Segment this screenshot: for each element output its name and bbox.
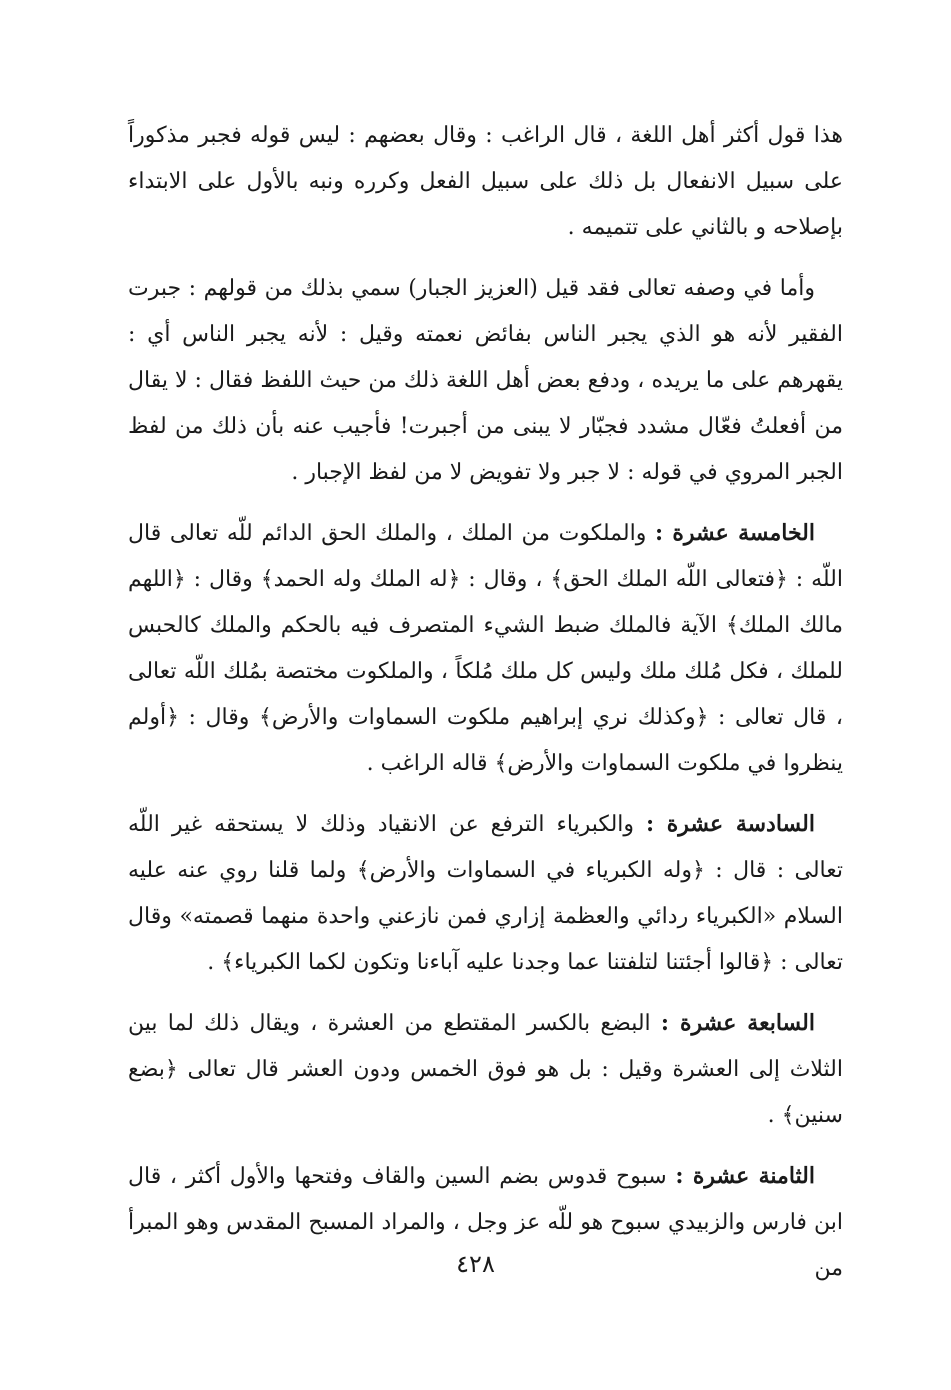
section-heading-18: الثامنة عشرة : [675, 1163, 815, 1189]
paragraph-1 [128, 112, 843, 251]
paragraph-17th-meaning [128, 1000, 843, 1139]
section-heading-16: السادسة عشرة : [646, 811, 815, 837]
paragraph-18-text: سبوح قدوس بضم السين والقاف وفتحها والأول أكثر ، قال ابن فارس والزبيدي سبوح هو للّه عز وجل ، والمراد المسبح المقدس وهو المبرأ من [128, 1164, 844, 1281]
paragraph-2 [128, 265, 843, 496]
paragraph-17-text: البضع بالكسر المقتطع من العشرة ، ويقال ذلك لما بين الثلاث إلى العشرة وقيل : بل هو فوق الخمس ودون العشر قال تعالى ﴿بضع سنين﴾ . [128, 1011, 843, 1128]
paragraph-16-text: والكبرياء الترفع عن الانقياد وذلك لا يستحقه غير اللّه تعالى : قال : ﴿وله الكبرياء في السماوات والأرض﴾ ولما قلنا روي عنه عليه السلام «الكبرياء ردائي والعظمة إزاري فمن نازعني واحدة منهما قصمته» وقال تعالى : ﴿قالوا أجئتنا لتلفتنا عما وجدنا عليه آباءنا وتكون لكما الكبرياء﴾ . [128, 812, 843, 975]
paragraph-1-text: هذا قول أكثر أهل اللغة ، قال الراغب : وقال بعضهم : ليس قوله فجبر مذكوراً على سبيل الانفعال بل ذلك على سبيل الفعل وكرره ونبه بالأول على الابتداء بإصلاحه و بالثاني على تتميمه . [128, 123, 843, 240]
page-body [128, 112, 843, 1306]
section-heading-15: الخامسة عشرة : [654, 520, 815, 546]
paragraph-16th-meaning [128, 801, 843, 986]
paragraph-15-text: والملكوت من الملك ، والملك الحق الدائم للّه تعالى قال اللّه : ﴿فتعالى اللّه الملك الحق﴾ ، وقال : ﴿له الملك وله الحمد﴾ وقال : ﴿اللهم مالك الملك﴾ الآية فالملك ضبط الشيء المتصرف فيه بالحكم والملك كالحبس للملك ، فكل مُلك ملك وليس كل ملك مُلكاً ، والملكوت مختصة بمُلك اللّه تعالى ، قال تعالى : ﴿وكذلك نري إبراهيم ملكوت السماوات والأرض﴾ وقال : ﴿أولم ينظروا في ملكوت السماوات والأرض﴾ قاله الراغب . [128, 521, 843, 776]
page-number: ٤٢٨ [456, 1250, 495, 1278]
section-heading-17: السابعة عشرة : [660, 1010, 815, 1036]
paragraph-15th-meaning [128, 510, 843, 787]
paragraph-2-text: وأما في وصفه تعالى فقد قيل (العزيز الجبار) سمي بذلك من قولهم : جبرت الفقير لأنه هو الذي يجبر الناس بفائض نعمته وقيل : لأنه يجبر الناس أي : يقهرهم على ما يريده ، ودفع بعض أهل اللغة ذلك من حيث اللفظ فقال : لا يقال من أفعلتُ فعّال مشدد فجبّار لا يبنى من أجبرت! فأجيب عنه بأن ذلك من لفظ الجبر المروي في قوله : لا جبر ولا تفويض لا من لفظ الإجبار . [128, 276, 843, 485]
